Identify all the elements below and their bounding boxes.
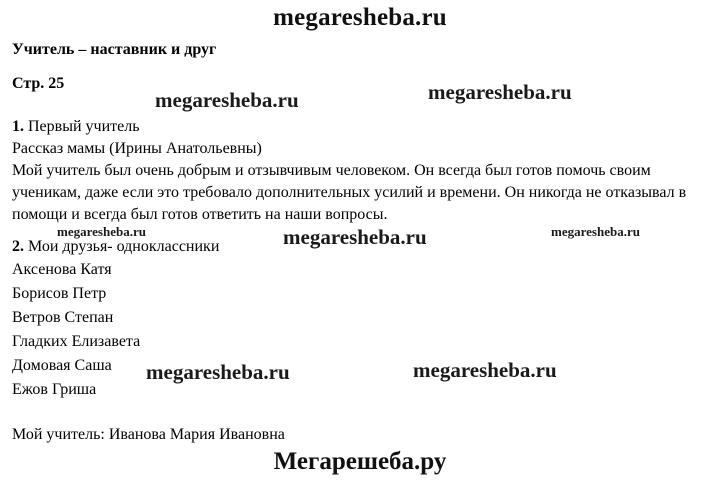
- task-1-number: 1.: [12, 118, 24, 135]
- task-2-number: 2.: [12, 238, 24, 255]
- task-1-title: Первый учитель: [28, 118, 140, 135]
- spacer: [12, 226, 712, 236]
- list-item: Аксенова Катя: [12, 261, 112, 278]
- list-item: Домовая Саша: [12, 357, 112, 374]
- teacher-name-line: Мой учитель: Иванова Мария Ивановна: [12, 426, 285, 443]
- list-item: Гладких Елизавета: [12, 333, 141, 350]
- list-item: Борисов Петр: [12, 285, 107, 302]
- document-content: [12, 40, 712, 446]
- page-title: Учитель – наставник и друг: [12, 41, 217, 58]
- task-2-title: Мои друзья- одноклассники: [28, 238, 220, 255]
- watermark-overlay-e: megaresheba.ru: [551, 224, 640, 239]
- task-2-heading: [12, 236, 712, 258]
- task-1-subtitle: Рассказ мамы (Ирины Анатольевны): [12, 140, 262, 157]
- watermark-overlay-c: megaresheba.ru: [57, 224, 146, 239]
- classmates-list: [12, 258, 712, 402]
- watermark-overlay-b: megaresheba.ru: [428, 80, 572, 104]
- watermark-overlay-g: megaresheba.ru: [413, 358, 557, 382]
- task-1-body: Мой учитель был очень добрым и отзывчивым человеком. Он всегда был готов помочь своим ученикам, даже если это требовало дополнительных усилий и времени. Он никогда не отказывал в помощи и всегда был готов ответить на наши вопросы.: [12, 162, 687, 223]
- task-1-heading: [12, 116, 712, 138]
- list-item: Ежов Гриша: [12, 381, 97, 398]
- watermark-bottom: Мегарешеба.ру: [273, 448, 447, 475]
- list-item: Ветров Степан: [12, 309, 114, 326]
- page-number-label: Стр. 25: [12, 75, 65, 92]
- watermark-overlay-a: megaresheba.ru: [155, 88, 299, 112]
- watermark-top: megaresheba.ru: [273, 4, 447, 31]
- watermark-overlay-d: megaresheba.ru: [283, 225, 427, 249]
- watermark-overlay-f: megaresheba.ru: [146, 360, 290, 384]
